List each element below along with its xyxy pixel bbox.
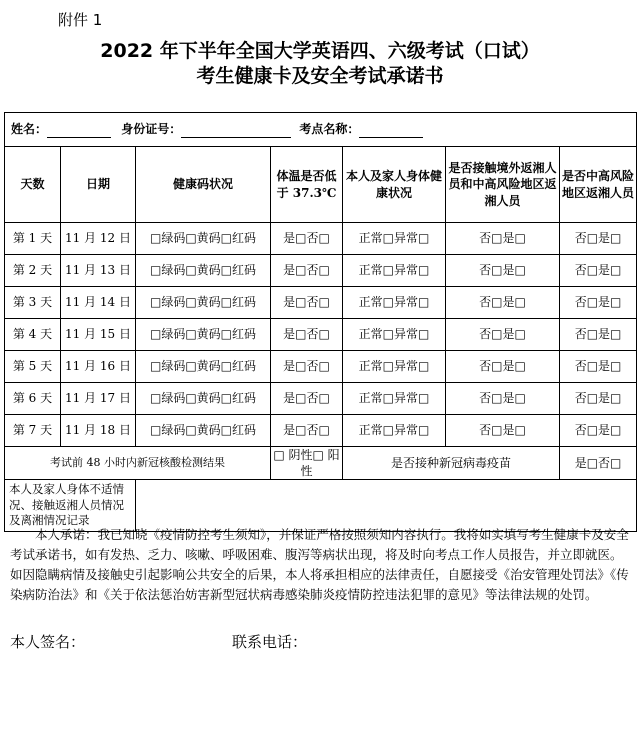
risk-area-options[interactable]: 否□是□ — [560, 383, 637, 415]
day-row — [5, 383, 637, 415]
name-field[interactable] — [47, 124, 111, 138]
nucleic-test-label: 考试前 48 小时内新冠核酸检测结果 — [5, 447, 271, 480]
col-health-code: 健康码状况 — [136, 147, 271, 223]
col-date: 日期 — [61, 147, 136, 223]
date-cell: 11 月 15 日 — [61, 319, 136, 351]
temperature-options[interactable]: 是□否□ — [271, 351, 343, 383]
day-cell: 第 4 天 — [5, 319, 61, 351]
site-label: 考点名称： — [299, 122, 360, 137]
date-cell: 11 月 13 日 — [61, 255, 136, 287]
phone-label: 联系电话： — [232, 633, 308, 651]
family-health-options[interactable]: 正常□异常□ — [343, 415, 446, 447]
date-cell: 11 月 14 日 — [61, 287, 136, 319]
col-family-health: 本人及家人身体健康状况 — [343, 147, 446, 223]
day-row — [5, 319, 637, 351]
risk-area-options[interactable]: 否□是□ — [560, 351, 637, 383]
date-cell: 11 月 16 日 — [61, 351, 136, 383]
temperature-options[interactable]: 是□否□ — [271, 415, 343, 447]
day-cell: 第 2 天 — [5, 255, 61, 287]
day-row — [5, 223, 637, 255]
temperature-options[interactable]: 是□否□ — [271, 223, 343, 255]
overseas-contact-options[interactable]: 否□是□ — [446, 415, 560, 447]
risk-area-options[interactable]: 否□是□ — [560, 255, 637, 287]
family-health-options[interactable]: 正常□异常□ — [343, 319, 446, 351]
day-row — [5, 415, 637, 447]
vaccine-options[interactable]: 是□否□ — [560, 447, 637, 480]
family-health-options[interactable]: 正常□异常□ — [343, 255, 446, 287]
col-risk-area: 是否中高风险地区返湘人员 — [560, 147, 637, 223]
overseas-contact-options[interactable]: 否□是□ — [446, 255, 560, 287]
health-code-options[interactable]: □绿码□黄码□红码 — [136, 383, 271, 415]
temperature-options[interactable]: 是□否□ — [271, 383, 343, 415]
family-health-options[interactable]: 正常□异常□ — [343, 287, 446, 319]
health-code-options[interactable]: □绿码□黄码□红码 — [136, 255, 271, 287]
form-subtitle: 考生健康卡及安全考试承诺书 — [196, 65, 444, 87]
overseas-contact-options[interactable]: 否□是□ — [446, 351, 560, 383]
family-health-options[interactable]: 正常□异常□ — [343, 223, 446, 255]
risk-area-options[interactable]: 否□是□ — [560, 287, 637, 319]
col-overseas-contact: 是否接触境外返湘人员和中高风险地区返湘人员 — [446, 147, 560, 223]
id-number-field[interactable] — [181, 124, 291, 138]
overseas-contact-options[interactable]: 否□是□ — [446, 223, 560, 255]
day-row — [5, 287, 637, 319]
nucleic-test-options[interactable]: □ 阴性□ 阳性 — [271, 447, 343, 480]
personal-info-row — [5, 113, 637, 147]
family-health-options[interactable]: 正常□异常□ — [343, 351, 446, 383]
id-label: 身份证号： — [121, 122, 182, 137]
vaccine-label: 是否接种新冠病毒疫苗 — [343, 447, 560, 480]
health-code-options[interactable]: □绿码□黄码□红码 — [136, 351, 271, 383]
risk-area-options[interactable]: 否□是□ — [560, 223, 637, 255]
attachment-label: 附件 1 — [58, 11, 103, 29]
form-title: 2022 年下半年全国大学英语四、六级考试（口试） — [100, 40, 540, 62]
day-cell: 第 6 天 — [5, 383, 61, 415]
family-health-options[interactable]: 正常□异常□ — [343, 383, 446, 415]
temperature-options[interactable]: 是□否□ — [271, 319, 343, 351]
date-cell: 11 月 17 日 — [61, 383, 136, 415]
overseas-contact-options[interactable]: 否□是□ — [446, 319, 560, 351]
risk-area-options[interactable]: 否□是□ — [560, 319, 637, 351]
risk-area-options[interactable]: 否□是□ — [560, 415, 637, 447]
exam-site-field[interactable] — [359, 124, 423, 138]
health-card-table — [4, 112, 637, 532]
signature-label: 本人签名： — [10, 633, 86, 651]
notes-label: 本人及家人身体不适情况、接触返湘人员情况及离湘情况记录 — [5, 480, 136, 532]
day-cell: 第 7 天 — [5, 415, 61, 447]
health-code-options[interactable]: □绿码□黄码□红码 — [136, 287, 271, 319]
temperature-options[interactable]: 是□否□ — [271, 255, 343, 287]
day-row — [5, 255, 637, 287]
date-cell: 11 月 12 日 — [61, 223, 136, 255]
day-cell: 第 3 天 — [5, 287, 61, 319]
name-label: 姓名： — [11, 122, 48, 137]
col-temperature: 体温是否低于 37.3℃ — [271, 147, 343, 223]
day-cell: 第 5 天 — [5, 351, 61, 383]
notes-field[interactable] — [136, 480, 637, 532]
day-row — [5, 351, 637, 383]
date-cell: 11 月 18 日 — [61, 415, 136, 447]
overseas-contact-options[interactable]: 否□是□ — [446, 383, 560, 415]
health-code-options[interactable]: □绿码□黄码□红码 — [136, 319, 271, 351]
overseas-contact-options[interactable]: 否□是□ — [446, 287, 560, 319]
day-cell: 第 1 天 — [5, 223, 61, 255]
health-code-options[interactable]: □绿码□黄码□红码 — [136, 223, 271, 255]
pledge-text: 本人承诺：我已知晓《疫情防控考生须知》，并保证严格按照须知内容执行。我将如实填写考生健康卡及安全考试承诺书，如有发热、乏力、咳嗽、呼吸困难、腹泻等病状出现，将及时向考点工作人员报告，并立即就医。如因隐瞒病情及接触史引起影响公共安全的后果，本人将承担相应的法律责任，自愿接受《治安管理处罚法》《传染病防治法》和《关于依法惩治妨害新型冠状病毒感染肺炎疫情防控违法犯罪的意见》等法律法规的处罚。 — [10, 527, 629, 602]
temperature-options[interactable]: 是□否□ — [271, 287, 343, 319]
col-day: 天数 — [5, 147, 61, 223]
health-code-options[interactable]: □绿码□黄码□红码 — [136, 415, 271, 447]
